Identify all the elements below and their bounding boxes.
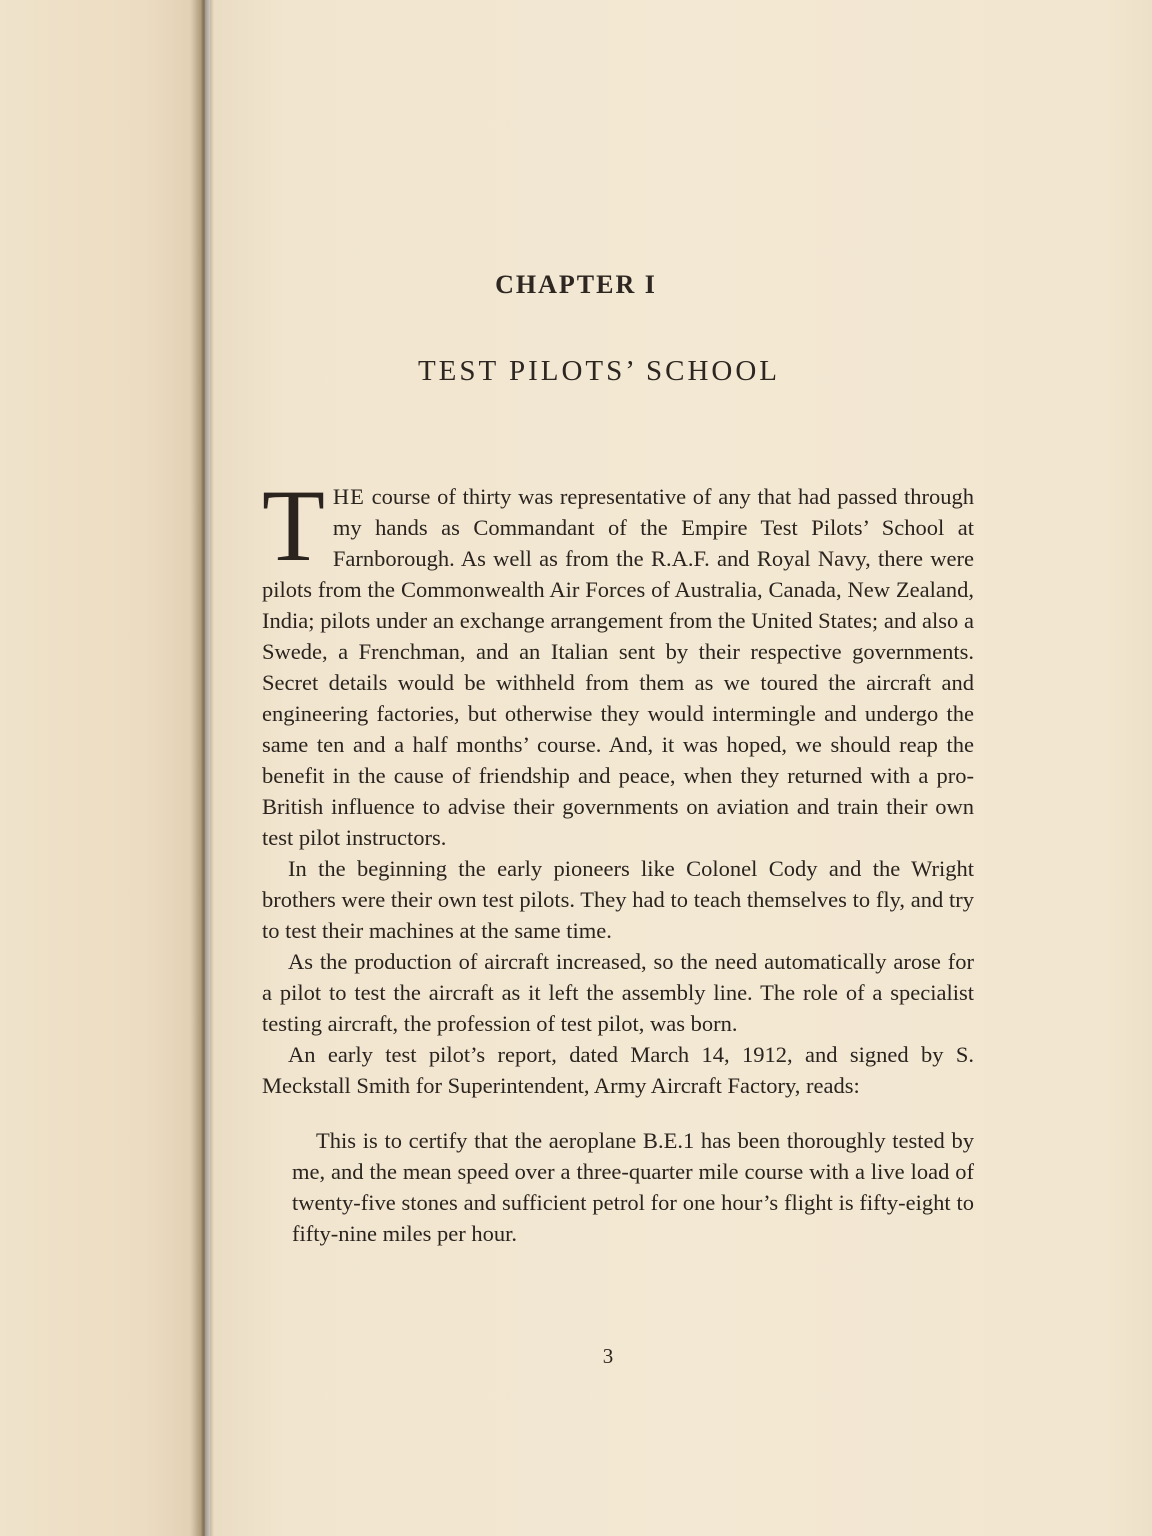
chapter-label: CHAPTER I: [495, 270, 657, 299]
paragraph-2: In the beginning the early pioneers like Colonel Cody and the Wright brothers were their own test pilots. They had to teach themselves to fly, and try to test their machines at the same time.: [262, 856, 974, 943]
drop-cap: T: [262, 469, 325, 583]
paragraph-1-text: course of thirty was representative of any that had passed through my hands as Commandant of the Empire Test Pilots’ School at Farnborough. As well as from the R.A.F. and Royal Navy, there were pilots from the Commonwealth Air Forces of Australia, Canada, New Zealand, India; pilots under an exchange arrangement from the United States; and also a Swede, a Frenchman, and an Italian sent by their respective governments. Secret details would be withheld from them as we toured the aircraft and engineering factories, but otherwise they would intermingle and undergo the same ten and a half months’ course. And, it was hoped, we should reap the benefit in the cause of friendship and peace, when they returned with a pro-British influence to advise their governments on aviation and train their own test pilot instructors.: [262, 484, 974, 850]
paragraph-4: An early test pilot’s report, dated March 14, 1912, and signed by S. Meckstall Smith for Superintendent, Army Aircraft Factory, reads:: [262, 1042, 974, 1098]
chapter-body: [262, 469, 974, 1249]
block-quote: This is to certify that the aeroplane B.E.1 has been thoroughly tested by me, and the mean speed over a three-quarter mile course with a live load of twenty-five stones and sufficient petrol for one hour’s flight is fifty-eight to fifty-nine miles per hour.: [292, 1128, 974, 1246]
paragraph-3: As the production of aircraft increased, so the need automatically arose for a pilot to test the aircraft as it left the assembly line. The role of a specialist testing aircraft, the profession of test pilot, was born.: [262, 949, 974, 1036]
left-page-edge: [0, 0, 205, 1536]
book-gutter: [190, 0, 214, 1536]
chapter-title: TEST PILOTS’ SCHOOL: [417, 355, 781, 387]
page-number: 3: [602, 1344, 614, 1368]
paragraph-1: [262, 469, 974, 853]
first-word-small-caps: HE: [332, 484, 365, 509]
